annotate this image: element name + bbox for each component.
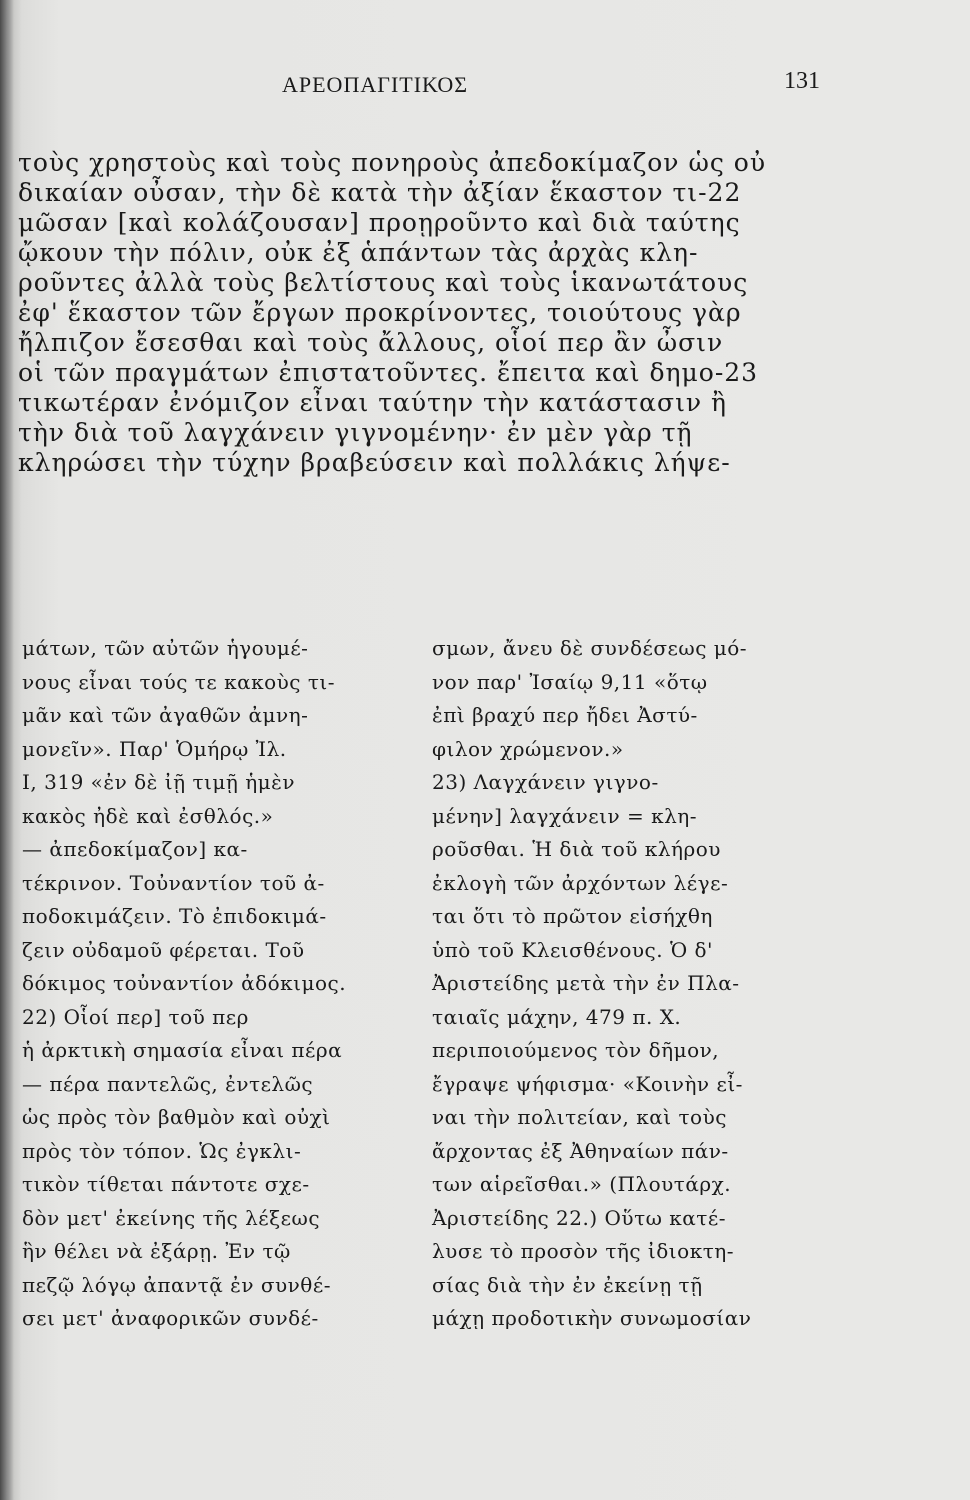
main-text-line: ἤλπιζον ἔσεσθαι καὶ τοὺς ἄλλους, οἷοί περ ἂν ὦσιν <box>18 328 724 357</box>
page-header <box>270 68 820 112</box>
main-text-line: τικωτέραν ἐνόμιζον εἶναι ταύτην τὴν κατάστασιν ἢ <box>18 388 727 417</box>
main-text-line: μῶσαν [καὶ κολάζουσαν] προῃροῦντο καὶ διὰ ταύτης <box>18 208 741 237</box>
main-text-line: ᾤκουν τὴν πόλιν, οὐκ ἐξ ἁπάντων τὰς ἀρχὰς κλη- <box>18 238 699 267</box>
commentary-line: 23) Λαγχάνειν γιγνο- <box>432 770 659 794</box>
main-text-line: κληρώσει τὴν τύχην βραβεύσειν καὶ πολλάκις λήψε- <box>18 448 731 477</box>
commentary-line: ναι τὴν πολιτείαν, καὶ τοὺς <box>432 1105 727 1129</box>
commentary-line: λυσε τὸ προσὸν τῆς ἰδιοκτη- <box>432 1239 734 1263</box>
running-title: ΑΡΕΟΠΑΓΙΤΙΚΟΣ <box>282 72 469 97</box>
commentary-column-right <box>432 632 842 1336</box>
commentary-line: — πέρα παντελῶς, ἐντελῶς <box>22 1071 314 1096</box>
commentary-line: δὸν μετ' ἐκείνης τῆς λέξεως <box>22 1205 321 1230</box>
commentary-line: ἔγραψε ψήφισμα· «Κοινὴν εἶ- <box>432 1071 743 1096</box>
page-gutter-shadow <box>0 0 14 1500</box>
commentary-line: μονεῖν». Παρ' Ὁμήρῳ Ἰλ. <box>22 736 287 761</box>
commentary-line: σμων, ἄνευ δὲ συνδέσεως μό- <box>432 636 748 660</box>
commentary-line: ἐπὶ βραχύ περ ἤδει Ἀστύ- <box>432 703 698 727</box>
commentary-line: ροῦσθαι. Ἡ διὰ τοῦ κλήρου <box>432 837 721 861</box>
commentary-line: ταιαῖς μάχην, 479 π. Χ. <box>432 1004 682 1029</box>
commentary-line: μάχῃ προδοτικὴν συνωμοσίαν <box>432 1306 752 1330</box>
commentary-line: τικὸν τίθεται πάντοτε σχε- <box>22 1172 310 1196</box>
commentary-line: ποδοκιμάζειν. Τὸ ἐπιδοκιμά- <box>22 904 327 928</box>
commentary-line: 22) Οἷοί περ] τοῦ περ <box>22 1004 249 1029</box>
commentary-line: ὑπὸ τοῦ Κλεισθένους. Ὁ δ' <box>432 937 714 962</box>
main-text-line: οἱ τῶν πραγμάτων ἐπιστατοῦντες. ἔπειτα καὶ δημο-23 <box>18 358 759 387</box>
page-number: 131 <box>784 68 820 94</box>
main-text-line: τὴν διὰ τοῦ λαγχάνειν γιγνομένην· ἐν μὲν γὰρ τῇ <box>18 418 693 447</box>
commentary-line: τέκρινον. Τοὐναντίον τοῦ ἀ- <box>22 870 325 895</box>
main-text-line: τοὺς χρηστοὺς καὶ τοὺς πονηροὺς ἀπεδοκίμαζον ὡς οὐ <box>18 148 767 177</box>
commentary-line: μᾶν καὶ τῶν ἀγαθῶν ἀμνη- <box>22 703 309 727</box>
commentary-line: νους εἶναι τούς τε κακοὺς τι- <box>22 669 336 694</box>
commentary-line: των αἱρεῖσθαι.» (Πλουτάρχ. <box>432 1172 732 1196</box>
commentary-line: κακὸς ἠδὲ καὶ ἐσθλός.» <box>22 803 274 828</box>
commentary-line: σίας διὰ τὴν ἐν ἐκείνῃ τῇ <box>432 1272 703 1297</box>
commentary-line: περιποιούμενος τὸν δῆμον, <box>432 1038 720 1062</box>
commentary-line: σει μετ' ἀναφορικῶν συνδέ- <box>22 1306 319 1330</box>
commentary-line: ἣν θέλει νὰ ἐξάρῃ. Ἐν τῷ <box>22 1239 291 1263</box>
commentary-line: πρὸς τὸν τόπον. Ὡς ἐγκλι- <box>22 1138 302 1163</box>
commentary-line: φιλον χρώμενον.» <box>432 736 624 761</box>
main-text-line: δικαίαν οὖσαν, τὴν δὲ κατὰ τὴν ἀξίαν ἕκαστον τι-22 <box>18 178 742 207</box>
commentary-line: ἡ ἀρκτικὴ σημασία εἶναι πέρα <box>22 1038 343 1062</box>
main-text-block <box>18 148 830 478</box>
commentary-line: δόκιμος τοὐναντίον ἀδόκιμος. <box>22 971 347 995</box>
commentary-line: Ἀριστείδης 22.) Οὕτω κατέ- <box>432 1205 726 1230</box>
commentary-line: Ἀριστείδης μετὰ τὴν ἐν Πλα- <box>432 971 740 995</box>
commentary-line: πεζῷ λόγῳ ἀπαντᾷ ἐν συνθέ- <box>22 1272 331 1297</box>
main-text-line: ἐφ' ἕκαστον τῶν ἔργων προκρίνοντες, τοιούτους γὰρ <box>18 298 742 327</box>
commentary-line: Ι, 319 «ἐν δὲ ἰῇ τιμῇ ἡμὲν <box>22 770 296 794</box>
main-text-line: ροῦντες ἀλλὰ τοὺς βελτίστους καὶ τοὺς ἱκανωτάτους <box>18 268 749 297</box>
commentary-column-left <box>22 632 422 1336</box>
commentary-line: ται ὅτι τὸ πρῶτον εἰσήχθη <box>432 904 713 928</box>
commentary-line: μάτων, τῶν αὐτῶν ἡγουμέ- <box>22 636 309 660</box>
commentary-line: — ἀπεδοκίμαζον] κα- <box>22 837 248 861</box>
commentary-line: ὡς πρὸς τὸν βαθμὸν καὶ οὐχὶ <box>22 1105 331 1129</box>
commentary-line: μένην] λαγχάνειν = κλη- <box>432 803 697 828</box>
commentary-line: ἄρχοντας ἐξ Ἀθηναίων πάν- <box>432 1138 729 1163</box>
commentary-line: ἐκλογὴ τῶν ἀρχόντων λέγε- <box>432 870 729 895</box>
commentary-line: ζειν οὐδαμοῦ φέρεται. Τοῦ <box>22 937 305 962</box>
commentary-line: νον παρ' Ἰσαίῳ 9,11 «ὅτῳ <box>432 669 708 694</box>
